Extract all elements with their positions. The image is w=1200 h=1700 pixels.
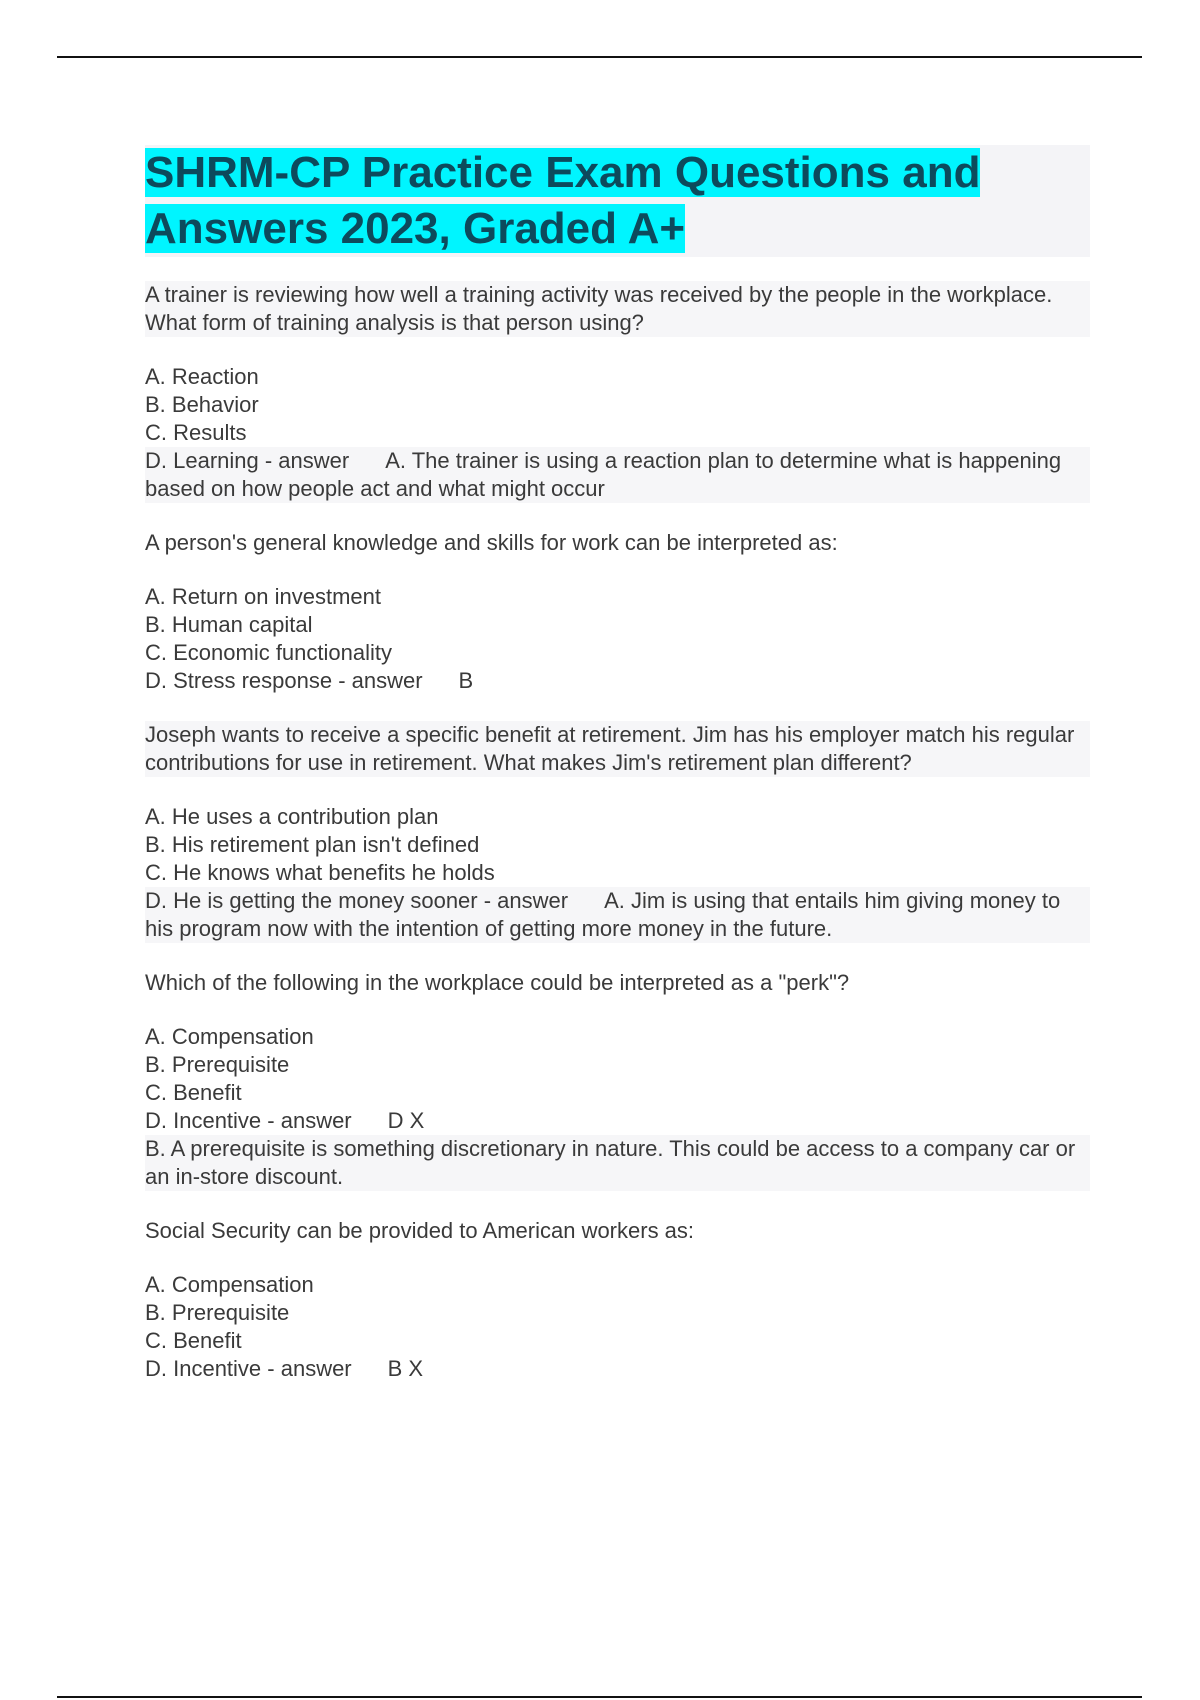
answer-text: B X — [387, 1356, 424, 1381]
bottom-rule — [57, 1696, 1142, 1698]
question-text: A trainer is reviewing how well a training activity was received by the people in the workplace. What form of training analysis is that person using? — [145, 281, 1090, 337]
title-line-2: Answers 2023, Graded A+ — [145, 204, 686, 253]
answer-line — [145, 1107, 1090, 1135]
question-block — [145, 1217, 1090, 1383]
question-text: Social Security can be provided to American workers as: — [145, 1218, 695, 1243]
answer-line — [145, 887, 1090, 943]
answer-text: D X — [387, 1108, 425, 1133]
question-text: A person's general knowledge and skills for work can be interpreted as: — [145, 530, 838, 555]
answer-text: B — [458, 668, 474, 693]
answer-line — [145, 667, 1090, 695]
answer-line — [145, 447, 1090, 503]
option: C. Benefit — [145, 1328, 242, 1353]
last-option: D. Stress response - answer — [145, 668, 423, 693]
option: B. Prerequisite — [145, 1300, 290, 1325]
option: C. Results — [145, 420, 247, 445]
last-option: D. He is getting the money sooner - answer — [145, 888, 569, 913]
answer-text: A. Jim is using that entails him giving money to his program now with the intention of getting more money in the future. — [145, 888, 1061, 941]
last-option: D. Incentive - answer — [145, 1108, 352, 1133]
page-title — [145, 145, 1090, 257]
option: A. Return on investment — [145, 584, 382, 609]
option: C. He knows what benefits he holds — [145, 860, 495, 885]
question-block — [145, 281, 1090, 503]
option: B. Behavior — [145, 392, 259, 417]
answer-text: A. The trainer is using a reaction plan to determine what is happening based on how people act and what might occur — [145, 448, 1062, 501]
option: B. Human capital — [145, 612, 313, 637]
option: A. Reaction — [145, 364, 259, 389]
option: B. Prerequisite — [145, 1052, 290, 1077]
question-block — [145, 529, 1090, 695]
option: C. Benefit — [145, 1080, 242, 1105]
question-block — [145, 969, 1090, 1191]
title-block — [145, 145, 1090, 257]
question-text: Joseph wants to receive a specific benefit at retirement. Jim has his employer match his regular contributions for use in retirement. What makes Jim's retirement plan different? — [145, 721, 1090, 777]
last-option: D. Learning - answer — [145, 448, 350, 473]
option: A. He uses a contribution plan — [145, 804, 439, 829]
last-option: D. Incentive - answer — [145, 1356, 352, 1381]
answer-line — [145, 1355, 1090, 1383]
question-text: Which of the following in the workplace could be interpreted as a "perk"? — [145, 970, 850, 995]
answer-explanation: B. A prerequisite is something discretionary in nature. This could be access to a company car or an in-store discount. — [145, 1135, 1090, 1191]
question-block — [145, 721, 1090, 943]
document-body — [145, 145, 1090, 1409]
option: C. Economic functionality — [145, 640, 392, 665]
option: B. His retirement plan isn't defined — [145, 832, 480, 857]
top-rule — [57, 56, 1142, 58]
title-line-1: SHRM-CP Practice Exam Questions and — [145, 148, 981, 197]
option: A. Compensation — [145, 1272, 314, 1297]
option: A. Compensation — [145, 1024, 314, 1049]
